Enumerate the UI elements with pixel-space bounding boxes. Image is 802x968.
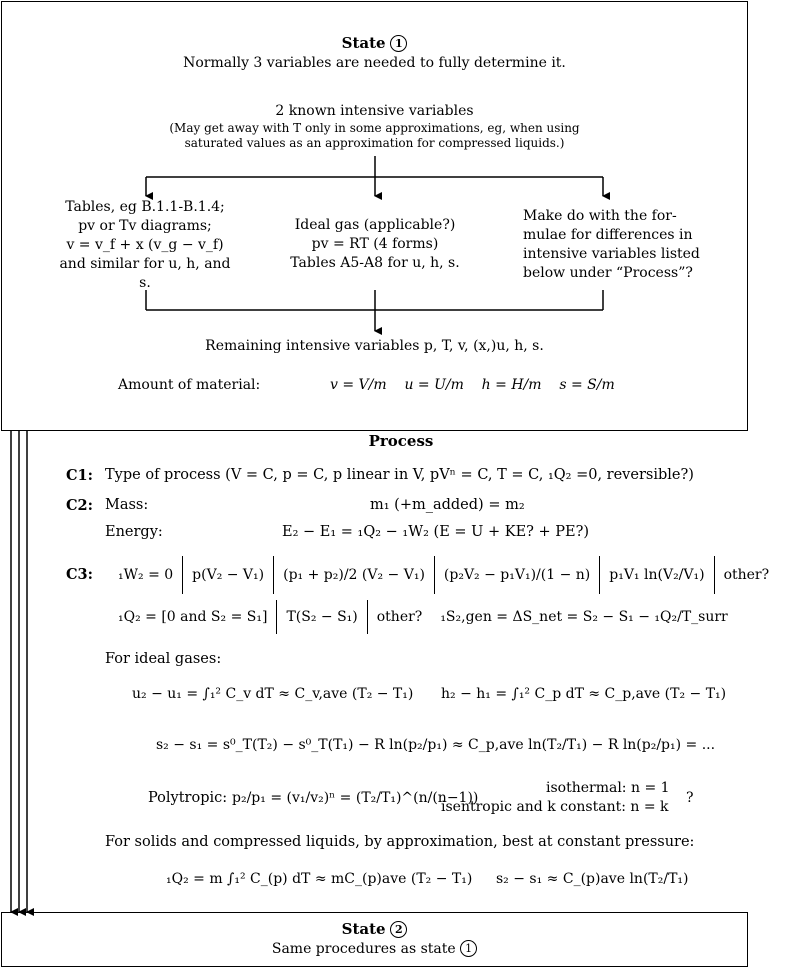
state1-subtitle: Normally 3 variables are needed to fully determine it.: [183, 55, 566, 71]
heat-terms-row: [118, 597, 738, 637]
c1-label: C1:: [66, 467, 93, 484]
work-terms-row: [118, 553, 770, 597]
entropy-generation-eq: ₁S₂,gen = ΔS_net = S₂ − S₁ − ₁Q₂/T_surr: [440, 609, 728, 625]
state2-number-badge: 2: [390, 921, 407, 938]
known-note: (May get away with T only in some approximations, eg, when using saturated values as an approximation for compressed liquids.): [169, 121, 580, 150]
state2-subtitle-row: [0, 940, 749, 957]
polytropic-question: ?: [686, 790, 694, 806]
known-title: 2 known intensive variables: [275, 103, 474, 119]
ideal-gases-label: For ideal gases:: [105, 651, 222, 667]
state1-title: State: [341, 34, 386, 52]
process-title: Process: [368, 432, 434, 450]
branch-mid-text: Ideal gas (applicable?) pv = RT (4 forms) Tables A5-A8 for u, h, s.: [290, 217, 460, 271]
ideal-u-eq: u₂ − u₁ = ∫₁² C_v dT ≈ C_v,ave (T₂ − T₁): [132, 686, 414, 702]
work-term-zero: ₁W₂ = 0: [118, 567, 174, 583]
solid-heat-eq: ₁Q₂ = m ∫₁² C_(p) dT ≈ mC_(p)ave (T₂ − T₁): [166, 871, 473, 887]
state2-title: State: [341, 920, 386, 938]
mass-label: Mass:: [105, 497, 149, 513]
work-term-const-p: p(V₂ − V₁): [192, 567, 265, 583]
state2-title-row: [0, 920, 749, 938]
polytropic-eq: p₂/p₁ = (v₁/v₂)ⁿ = (T₂/T₁)^(n/(n−1)): [232, 790, 479, 806]
amount-formulas: v = V/m u = U/m h = H/m s = S/m: [330, 377, 615, 393]
polytropic-label: Polytropic:: [148, 790, 228, 806]
isentropic-case: isentropic and k constant: n = k: [441, 799, 669, 815]
state1-number-badge: 1: [390, 35, 407, 52]
state2-ref-badge: 1: [460, 940, 477, 957]
c1-text: Type of process (V = C, p = C, p linear in V, pVⁿ = C, T = C, ₁Q₂ =0, reversible?): [105, 467, 694, 483]
amount-label: Amount of material:: [118, 377, 261, 393]
solid-entropy-eq: s₂ − s₁ ≈ C_(p)ave ln(T₂/T₁): [496, 871, 689, 887]
energy-eq: E₂ − E₁ = ₁Q₂ − ₁W₂ (E = U + KE? + PE?): [282, 524, 590, 540]
c2-label: C2:: [66, 497, 93, 514]
ideal-s-eq: s₂ − s₁ = s⁰_T(T₂) − s⁰_T(T₁) − R ln(p₂/p₁) ≈ C_p,ave ln(T₂/T₁) − R ln(p₂/p₁) = ...: [156, 737, 716, 753]
heat-term-other: other?: [376, 609, 423, 625]
left-flow-arrows: [0, 428, 40, 918]
heat-term-adiabatic: ₁Q₂ = [0 and S₂ = S₁]: [118, 609, 268, 625]
remaining-vars: Remaining intensive variables p, T, v, (x,)u, h, s.: [205, 338, 544, 354]
ideal-h-eq: h₂ − h₁ = ∫₁² C_p dT ≈ C_p,ave (T₂ − T₁): [441, 686, 727, 702]
isothermal-case: isothermal: n = 1: [546, 780, 670, 796]
energy-label: Energy:: [105, 524, 163, 540]
work-term-isothermal: p₁V₁ ln(V₂/V₁): [609, 567, 705, 583]
state2-subtitle: Same procedures as state: [271, 941, 456, 957]
work-term-other: other?: [723, 567, 770, 583]
mass-eq: m₁ (+m_added) = m₂: [370, 497, 525, 513]
work-term-linear: (p₁ + p₂)/2 (V₂ − V₁): [283, 567, 425, 583]
branch-left-text: Tables, eg B.1.1-B.1.4; pv or Tv diagrams; v = v_f + x (v_g − v_f) and similar for u, h, and s.: [59, 199, 231, 291]
c3-label: C3:: [66, 566, 93, 583]
work-term-polytropic: (p₂V₂ − p₁V₁)/(1 − n): [443, 567, 591, 583]
heat-term-isothermal: T(S₂ − S₁): [286, 609, 358, 625]
branch-right-text: Make do with the for- mulae for differences in intensive variables listed below under “Process”?: [523, 208, 700, 281]
solids-label: For solids and compressed liquids, by approximation, best at constant pressure:: [105, 834, 695, 850]
